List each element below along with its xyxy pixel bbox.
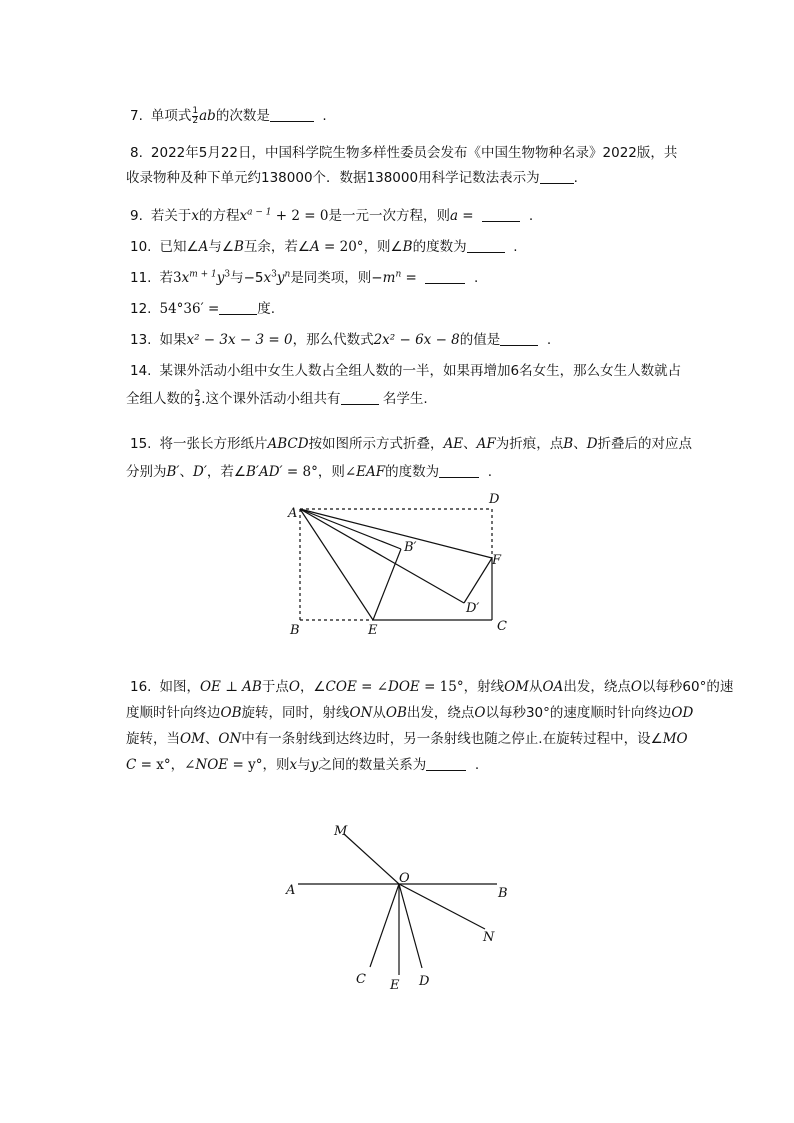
question-9: 9. 若关于x的方程$x^{a - 1} + 2 = 0$是一元一次方程，则a = . [130,207,534,224]
label-B-prime: B′ [404,540,417,555]
answer-blank[interactable] [219,300,257,315]
label-A: A [286,883,296,898]
question-7: 7. 单项式 $\frac{1}{2}$ ab的次数是 . [130,105,327,126]
answer-blank[interactable] [426,756,466,771]
label-M: M [334,824,348,839]
question-10: 10. 已知∠A与∠B互余，若∠A = 20°，则∠B的度数为 . [130,239,518,255]
fraction: $\frac{1}{2}$ [192,105,199,126]
question-8: 8. 2022年5月22日，中国科学院生物多样性委员会发布《中国生物物种名录》2022版，共 收录物种及种下单元约138000个．数据138000用科学记数法表示为 . [126,145,678,186]
question-14: 14. 某课外活动小组中女生人数占全组人数的一半，如果再增加6名女生，那么女生人数就占 全组人数的 $\frac{2}{3}$ .这个课外活动小组共有 名学生. [126,363,682,409]
label-D-prime: D′ [466,601,480,616]
label-C: C [497,619,507,634]
answer-blank[interactable] [341,390,379,405]
segment-AD-prime [300,509,464,603]
ray-OC [370,884,399,967]
answer-blank[interactable] [270,107,314,122]
ray-OM [344,834,399,884]
question-11: 11. 若$3x^{m + 1}y^3$与$-5x^3y^n$是同类项，则$-m^n$ = . [130,269,479,286]
answer-blank[interactable] [467,238,505,253]
label-D: D [419,974,430,989]
answer-blank[interactable] [540,169,574,184]
question-12: 12. 54°36′ = 度. [130,301,276,317]
label-A: A [288,506,298,521]
segment-B-prime-E [373,549,401,620]
figure-15-folding-diagram [280,490,520,640]
fold-line-AE [300,509,373,620]
label-B: B [290,623,300,638]
answer-blank[interactable] [439,463,479,478]
question-15: 15. 将一张长方形纸片ABCD按如图所示方式折叠，AE、AF为折痕，点B、D折叠后的对应点 分别为B′、D′，若∠B′AD′ = 8°，则∠EAF的度数为 . [126,436,693,480]
segment-AB-prime [300,509,401,549]
question-13: 13. 如果x² − 3x − 3 = 0，那么代数式2x² − 6x − 8的值是 . [130,332,552,348]
label-E: E [368,623,378,638]
label-N: N [483,930,495,945]
fraction: $\frac{2}{3}$ [194,388,201,409]
question-16: 16. 如图，OE ⊥ AB于点O，∠COE = ∠DOE = 15°，射线OM从OA出发，绕点O以每秒60°的速 度顺时针向终边OB旋转，同时，射线ON从OB出发，绕点O以每秒30°的速度顺时针向终边OD 旋转，当OM、ON中有一条射线到达终边时，另一条射线也随之停止.在旋转过程中，设∠MO C = x°，∠NOE = y°，则x与y之间的数量关系为 . [126,679,734,773]
ray-ON [399,884,485,929]
label-O: O [399,871,410,886]
label-C: C [356,972,366,987]
label-F: F [492,553,502,568]
answer-blank[interactable] [425,269,465,284]
label-E: E [390,978,400,993]
figure-16-rays-diagram [280,820,520,995]
answer-blank[interactable] [500,331,538,346]
segment-D-prime-F [464,558,492,603]
label-D: D [489,492,500,507]
ray-OD [399,884,422,968]
label-B: B [498,886,508,901]
answer-blank[interactable] [482,207,520,222]
fold-line-AF [300,509,492,558]
